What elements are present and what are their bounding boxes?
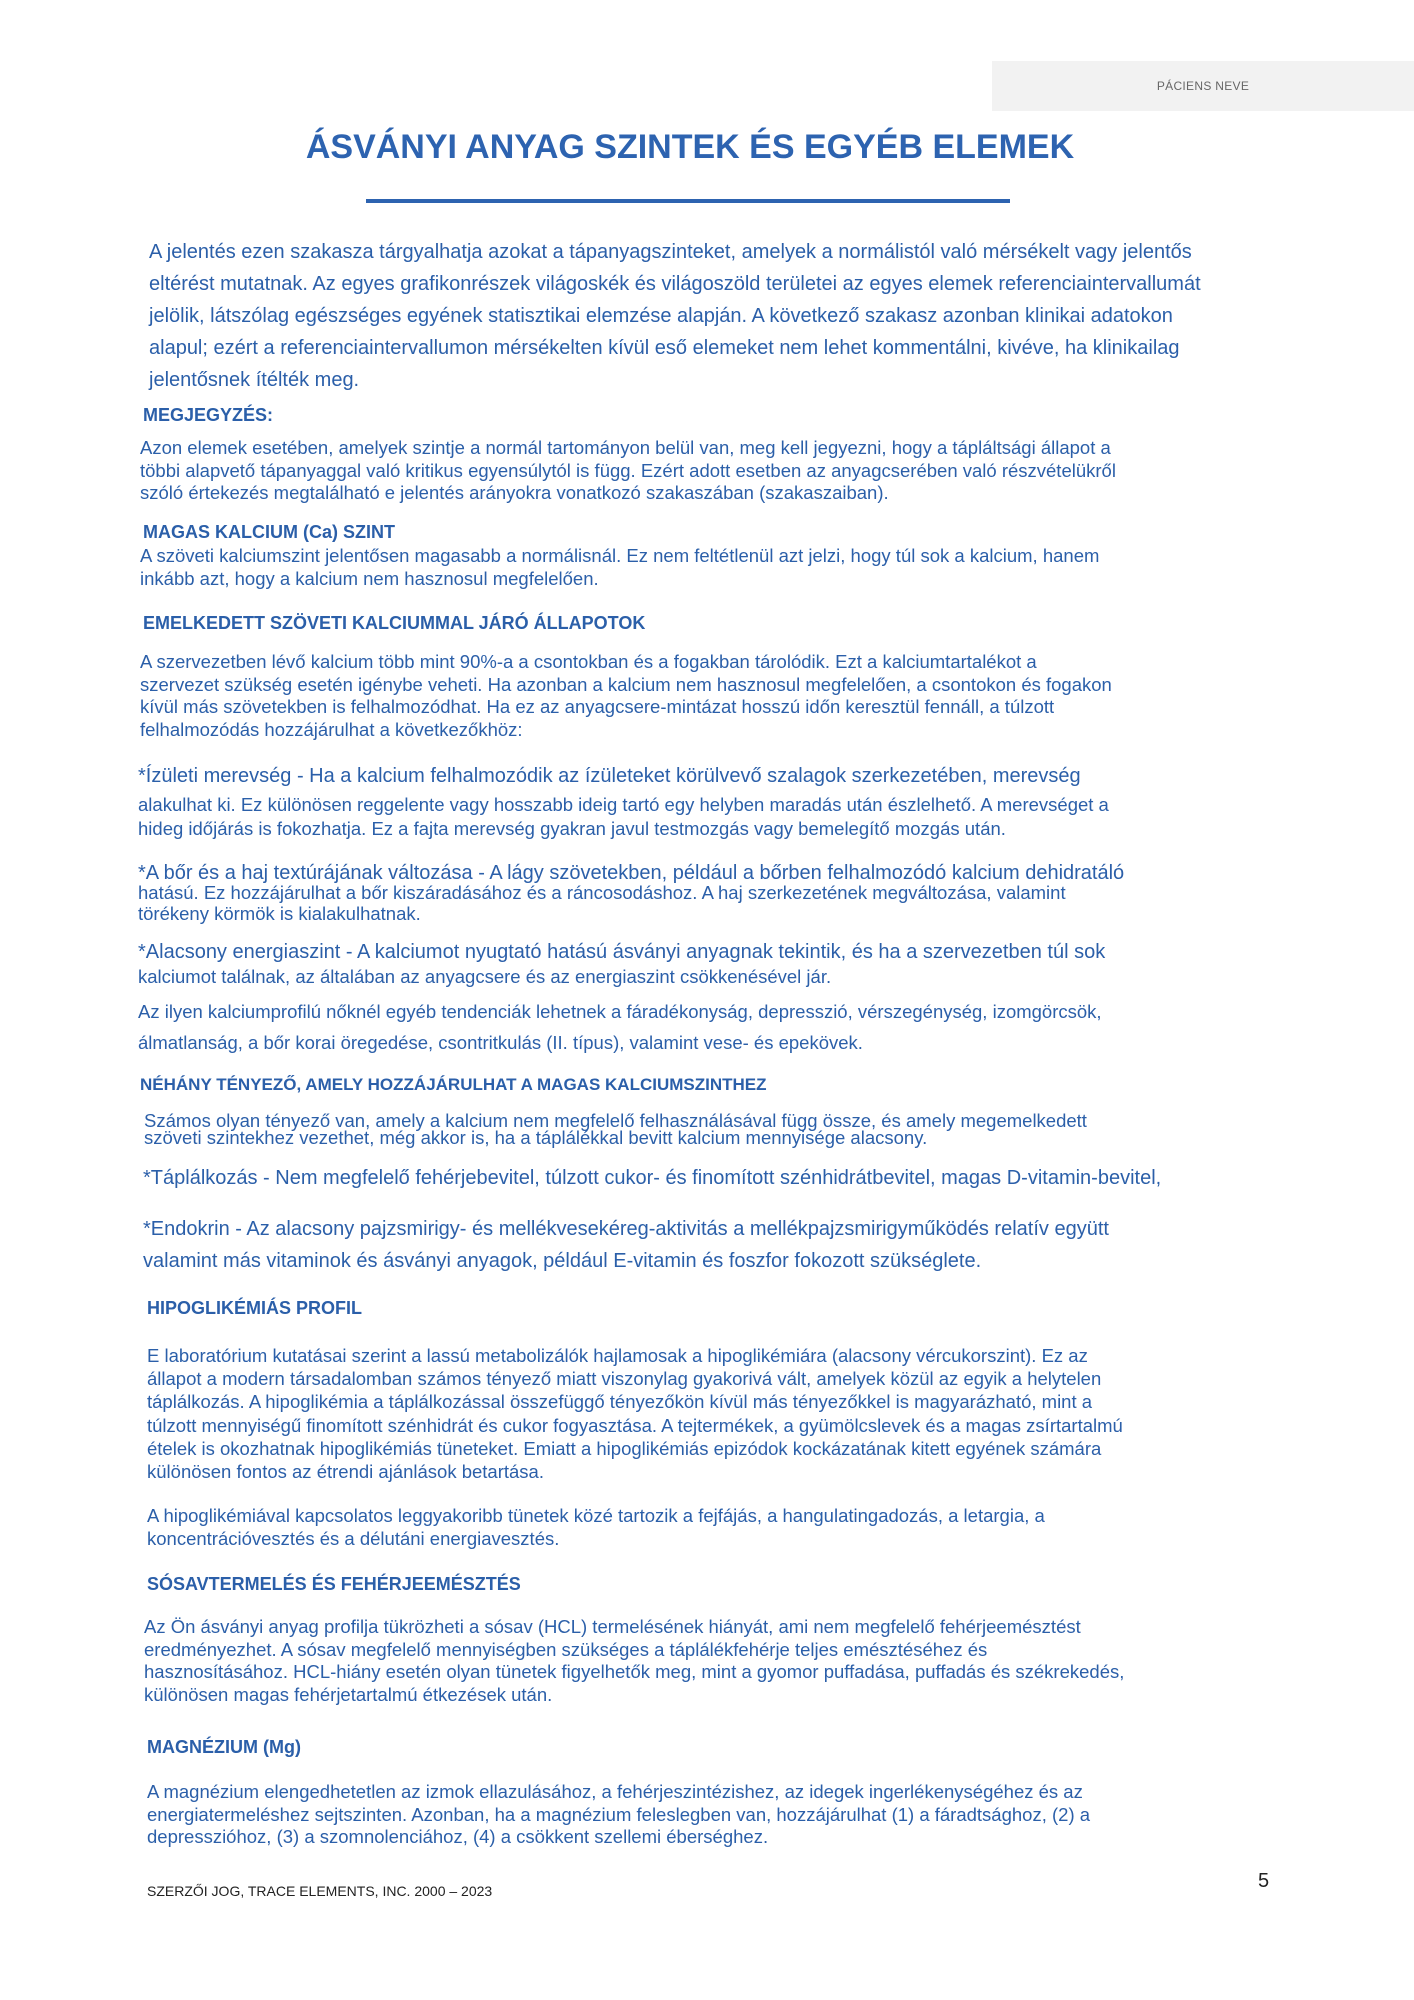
conditions-heading: EMELKEDETT SZÖVETI KALCIUMMAL JÁRÓ ÁLLAPOTOK xyxy=(143,613,646,633)
patient-name-box xyxy=(992,61,1414,111)
note-heading: MEGJEGYZÉS: xyxy=(143,405,274,425)
low-energy-item: *Alacsony energiaszint - A kalciumot nyugtató hatású ásványi anyagnak tekintik, és ha a szervezetben túl sok xyxy=(138,941,1106,963)
joint-stiffness-item: *Ízületi merevség - Ha a kalcium felhalmozódik az ízületeket körülvevő szalagok szerkezetében, merevség xyxy=(138,765,1081,787)
low-energy-detail: kalciumot találnak, az általában az anyagcsere és az energiaszint csökkenésével jár. xyxy=(138,966,832,987)
factors-paragraph: Számos olyan tényező van, amely a kalcium nem megfelelő felhasználásával függ össze, és amely megemelkedett szöveti szintekhez vezethet, még akkor is, ha a táplálékkal bevitt kalcium mennyisége alacsony. xyxy=(144,1110,1087,1148)
page-title: ÁSVÁNYI ANYAG SZINTEK ÉS EGYÉB ELEMEK xyxy=(305,128,1075,166)
hcl-paragraph: Az Ön ásványi anyag profilja tükrözheti a sósav (HCL) termelésének hiányát, ami nem megfelelő fehérjeemésztést eredményezhet. A sósav megfelelő mennyiségben szükséges a táplálékfehérje teljes emésztéséhez és hasznosításához. HCL-hiány esetén olyan tünetek figyelhetők meg, mint a gyomor puffadása, puffadás és székrekedés, különösen magas fehérjetartalmú étkezések után. xyxy=(144,1616,1125,1705)
women-tendencies-paragraph: Az ilyen kalciumprofilú nőknél egyéb tendenciák lehetnek a fáradékonyság, depresszió, vérszegénység, izomgörcsök, álmatlanság, a bőr korai öregedése, csontritkulás (II. típus), valamint vese- és epekövek. xyxy=(138,1001,1102,1053)
magnesium-heading: MAGNÉZIUM (Mg) xyxy=(147,1737,301,1757)
joint-stiffness-detail: alakulhat ki. Ez különösen reggelente vagy hosszabb ideig tartó egy helyben maradás után észlelhető. A merevséget a hideg időjárás is fokozhatja. Ez a fajta merevség gyakran javul testmozgás vagy bemelegítő mozgás után. xyxy=(138,794,1109,839)
magnesium-paragraph: A magnézium elengedhetetlen az izmok ellazulásához, a fehérjeszintézishez, az idegek ingerlékenységéhez és az energiatermeléshez sejtszinten. Azonban, ha a magnézium feleslegben van, hozzájárulhat (1) a fáradtsághoz, (2) a depresszióhoz, (3) a szomnolenciához, (4) a csökkent szellemi éberséghez. xyxy=(147,1781,1091,1847)
calcium-heading: MAGAS KALCIUM (Ca) SZINT xyxy=(143,522,395,542)
intro-paragraph: A jelentés ezen szakasza tárgyalhatja azokat a tápanyagszinteket, amelyek a normálistól való mérsékelt vagy jelentős eltérést mutatnak. Az egyes grafikonrészek világoskék és világoszöld területei az egyes elemek referenciaintervallumát jelölik, látszólag egészséges egyének statisztikai elemzése alapján. A következő szakasz azonban klinikai adatokon alapul; ezért a referenciaintervallumon mérsékelten kívül eső elemeket nem lehet kommentálni, kivéve, ha klinikailag jelentősnek ítélték meg. xyxy=(149,241,1201,391)
page-number: 5 xyxy=(1258,1870,1270,1892)
factors-heading: NÉHÁNY TÉNYEZŐ, AMELY HOZZÁJÁRULHAT A MAGAS KALCIUMSZINTHEZ xyxy=(140,1075,767,1094)
hypoglycemic-heading: HIPOGLIKÉMIÁS PROFIL xyxy=(147,1298,363,1318)
skin-hair-item: *A bőr és a haj textúrájának változása - A lágy szövetekben, például a bőrben felhalmozódó kalcium dehidratáló xyxy=(138,862,1125,884)
hypoglycemic-symptoms: A hipoglikémiával kapcsolatos leggyakoribb tünetek közé tartozik a fejfájás, a hangulatingadozás, a letargia, a koncentrációvesztés és a délutáni energiavesztés. xyxy=(147,1505,1045,1549)
hypoglycemic-paragraph: E laboratórium kutatásai szerint a lassú metabolizálók hajlamosak a hipoglikémiára (alacsony vércukorszint). Ez az állapot a modern társadalomban számos tényező miatt viszonylag gyakorivá vált, amelyek közül az egyik a helytelen táplálkozás. A hipoglikémia a táplálkozással összefüggő tényezőkön kívül más tényezőkkel is magyarázható, mint a túlzott mennyiségű finomított szénhidrát és cukor fogyasztása. A tejtermékek, a gyümölcslevek és a magas zsírtartalmú ételek is okozhatnak hipoglikémiás tüneteket. Emiatt a hipoglikémiás epizódok kockázatának kitett egyének számára különösen fontos az étrendi ajánlások betartása. xyxy=(147,1345,1123,1483)
hcl-heading: SÓSAVTERMELÉS ÉS FEHÉRJEEMÉSZTÉS xyxy=(147,1574,521,1594)
note-paragraph: Azon elemek esetében, amelyek szintje a normál tartományon belül van, meg kell jegyezni, hogy a tápláltsági állapot a többi alapvető tápanyaggal való kritikus egyensúlytól is függ. Ezért adott esetben az anyagcserében való részvételükről szóló értekezés megtalálható e jelentés arányokra vonatkozó szakaszában (szakaszaiban). xyxy=(140,437,1116,503)
conditions-paragraph: A szervezetben lévő kalcium több mint 90%-a a csontokban és a fogakban tárolódik. Ezt a kalciumtartalékot a szervezet szükség esetén igénybe veheti. Ha azonban a kalcium nem hasznosul megfelelően, a csontokon és fogakon kívül más szövetekben is felhalmozódhat. Ha ez az anyagcsere-mintázat hosszú időn keresztül fennáll, a túlzott felhalmozódás hozzájárulhat a következőkhöz: xyxy=(140,651,1112,740)
title-divider xyxy=(366,199,1010,203)
nutrition-item: *Táplálkozás - Nem megfelelő fehérjebevitel, túlzott cukor- és finomított szénhidrátbevitel, magas D-vitamin-bevitel, xyxy=(143,1167,1162,1189)
calcium-paragraph: A szöveti kalciumszint jelentősen magasabb a normálisnál. Ez nem feltétlenül azt jelzi, hogy túl sok a kalcium, hanem inkább azt, hogy a kalcium nem hasznosul megfelelően. xyxy=(140,545,1100,589)
endocrine-item: *Endokrin - Az alacsony pajzsmirigy- és mellékvesekéreg-aktivitás a mellékpajzsmirigyműködés relatív együtt valamint más vitaminok és ásványi anyagok, például E-vitamin és foszfor fokozott szükséglete. xyxy=(143,1218,1109,1272)
copyright-footer: SZERZŐI JOG, TRACE ELEMENTS, INC. 2000 – 2023 xyxy=(147,1883,493,1899)
skin-hair-detail: hatású. Ez hozzájárulhat a bőr kiszáradásához és a ráncosodáshoz. A haj szerkezetének megváltozása, valamint törékeny körmök is kialakulhatnak. xyxy=(138,882,1066,924)
patient-name-label: PÁCIENS NEVE xyxy=(1156,79,1250,93)
